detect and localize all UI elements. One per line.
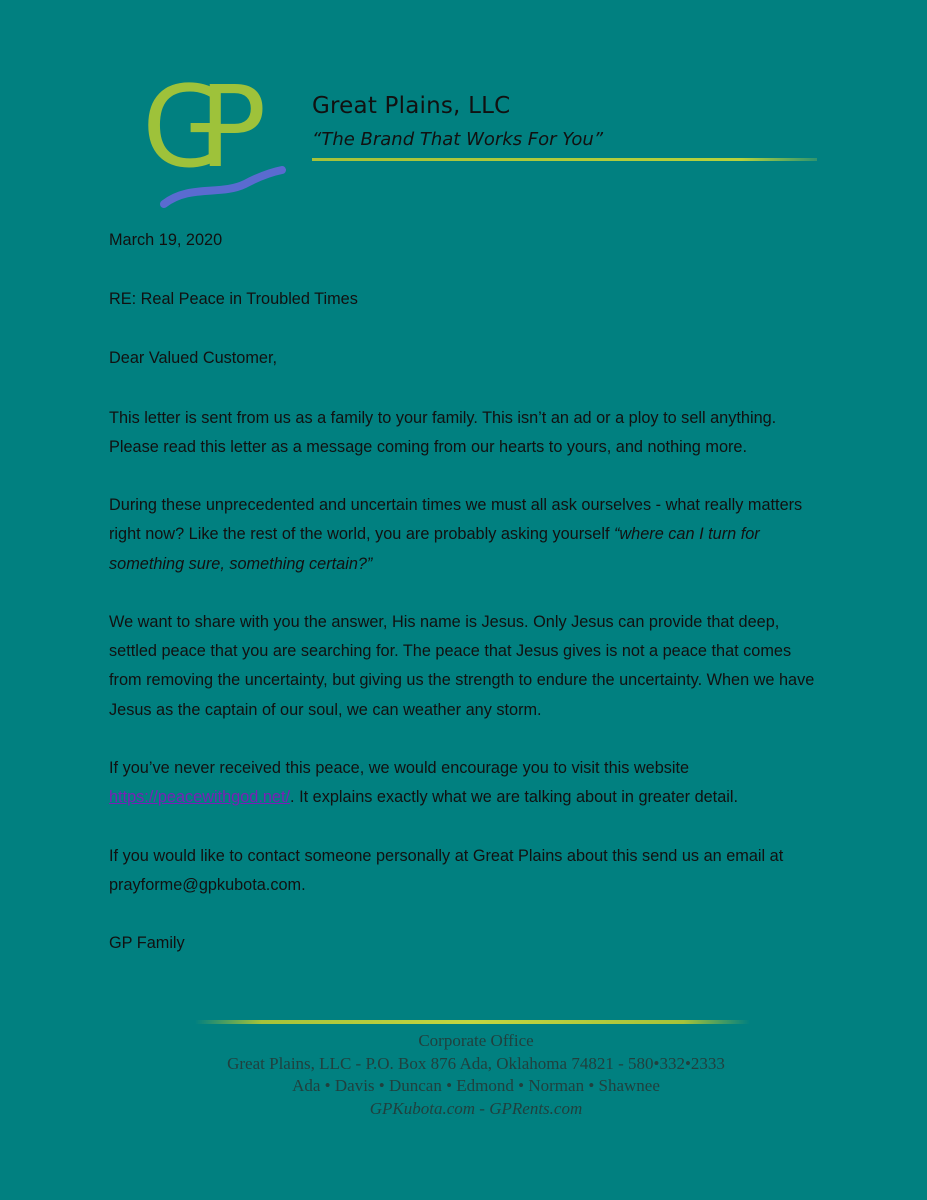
paragraph-3: We want to share with you the answer, His name is Jesus. Only Jesus can provide that deep, settled peace that you are searching for. The peace that Jesus gives is not a peace that comes from removing the uncertainty, but giving us the strength to endure the uncertainty. When we have Jesus as the captain of our soul, we can weather any storm. <box>109 613 815 719</box>
footer <box>0 1030 927 1120</box>
header-divider <box>312 158 817 161</box>
gp-logo-text: GP <box>142 66 237 193</box>
footer-websites: GPKubota.com - GPRents.com <box>369 1098 583 1118</box>
letter-greeting: Dear Valued Customer, <box>109 349 278 368</box>
footer-address: Great Plains, LLC - P.O. Box 876 Ada, Oklahoma 74821 - 580•332•2333 <box>227 1053 725 1073</box>
paragraph-5: If you would like to contact someone personally at Great Plains about this send us an email at prayforme@gpkubota.com. <box>109 846 784 894</box>
footer-locations: Ada • Davis • Duncan • Edmond • Norman • Shawnee <box>292 1076 660 1095</box>
paragraph-4-end: . It explains exactly what we are talking about in greater detail. <box>290 788 739 807</box>
footer-divider <box>195 1020 750 1024</box>
company-name: Great Plains, LLC <box>312 93 511 119</box>
paragraph-2-quote: “where can I turn for something sure, something certain?” <box>109 525 760 573</box>
paragraph-4 <box>109 754 819 812</box>
footer-office-label: Corporate Office <box>418 1031 534 1050</box>
letter-subject: RE: Real Peace in Troubled Times <box>109 290 358 309</box>
paragraph-4-text: If you’ve never received this peace, we would encourage you to visit this website <box>109 759 690 777</box>
company-tagline: “The Brand That Works For You” <box>312 129 604 150</box>
paragraph-1: This letter is sent from us as a family to your family. This isn’t an ad or a ploy to sell anything. Please read this letter as a message coming from our hearts to yours, and nothing more. <box>109 408 777 456</box>
paragraph-2 <box>109 491 819 579</box>
letter-date: March 19, 2020 <box>109 231 223 249</box>
signature: GP Family <box>109 934 185 953</box>
gp-logo <box>140 66 290 212</box>
letter-body <box>109 226 819 988</box>
paragraph-2-text: During these unprecedented and uncertain times we must all ask ourselves - what really matters right now? Like the rest of the world, you are probably asking yourself <box>109 496 803 544</box>
peacewithgod-link[interactable]: https://peacewithgod.net/ <box>109 788 291 807</box>
